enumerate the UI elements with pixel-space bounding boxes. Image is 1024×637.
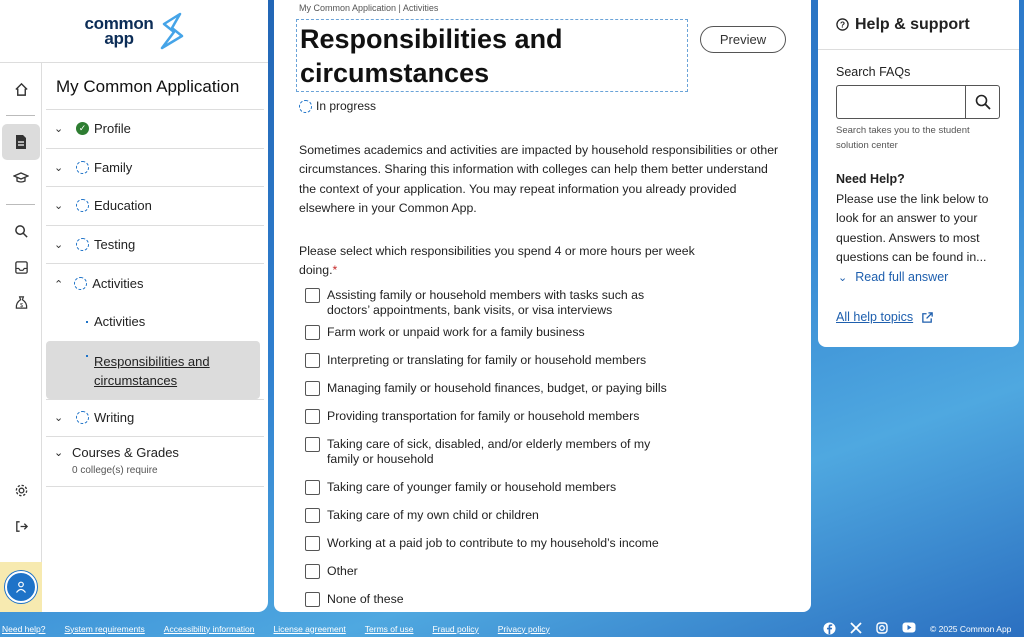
nav-item-label: Writing xyxy=(94,410,135,426)
logo-mark-icon xyxy=(158,12,184,50)
help-title: Help & support xyxy=(855,15,970,33)
help-header xyxy=(818,0,1019,50)
nav-subitem-label: Activities xyxy=(94,314,146,329)
search-hint: Search takes you to the student solution center xyxy=(836,125,970,151)
preview-button[interactable]: Preview xyxy=(700,26,786,53)
faq-search xyxy=(836,85,1000,119)
option-label: Managing family or household finances, budget, or paying bills xyxy=(327,381,667,395)
option-label: Taking care of my own child or children xyxy=(327,508,539,522)
required-marker: * xyxy=(332,263,338,277)
logo-text-line1: common xyxy=(84,14,154,33)
chevron-down-icon: ⌄ xyxy=(54,447,64,459)
read-full-answer-link[interactable] xyxy=(838,270,948,284)
footer-link-accessibility[interactable]: Accessibility information xyxy=(163,623,255,634)
in-progress-icon xyxy=(299,100,312,113)
application-doc-icon[interactable] xyxy=(2,124,40,160)
svg-text:$: $ xyxy=(19,302,23,309)
checkbox[interactable] xyxy=(305,381,320,396)
responsibilities-options xyxy=(305,288,725,607)
chevron-up-icon: ⌄ xyxy=(54,276,64,289)
nav-item-family[interactable] xyxy=(46,149,264,188)
courses-note: 0 college(s) require xyxy=(72,465,158,476)
option-label: Assisting family or household members with tasks such as doctors’ appointments, bank visits, or visa interviews xyxy=(327,288,645,317)
nav-item-label: Courses & Grades xyxy=(72,445,179,460)
graduation-cap-icon[interactable] xyxy=(2,160,40,196)
nav-item-education[interactable] xyxy=(46,187,264,226)
footer-link-system-requirements[interactable]: System requirements xyxy=(64,623,145,634)
option-assisting-family[interactable] xyxy=(305,288,725,318)
status-indicator xyxy=(299,99,376,113)
in-progress-icon xyxy=(74,277,87,290)
in-progress-icon xyxy=(86,355,88,357)
option-label: Interpreting or translating for family or household members xyxy=(327,353,647,367)
logo-text-line2: app xyxy=(104,29,134,48)
option-managing-finances[interactable] xyxy=(305,381,725,396)
external-link-icon xyxy=(921,311,934,324)
search-icon xyxy=(975,94,991,110)
checkbox[interactable] xyxy=(305,480,320,495)
chevron-down-icon: ⌄ xyxy=(54,123,64,136)
footer-link-privacy[interactable]: Privacy policy xyxy=(497,623,550,634)
user-icon xyxy=(5,571,37,603)
option-interpreting[interactable] xyxy=(305,353,725,368)
checkbox[interactable] xyxy=(305,353,320,368)
nav-item-label: Testing xyxy=(94,236,136,252)
home-icon[interactable] xyxy=(2,71,40,107)
checkbox[interactable] xyxy=(305,409,320,424)
need-help-title: Need Help? xyxy=(836,172,905,186)
inbox-icon[interactable] xyxy=(2,249,40,285)
checkbox[interactable] xyxy=(305,592,320,607)
in-progress-icon xyxy=(76,238,89,251)
nav-item-activities[interactable] xyxy=(46,264,264,303)
nav-subitem-label: Responsibilities and circumstances xyxy=(94,353,210,388)
option-label: Other xyxy=(327,564,358,578)
footer xyxy=(0,620,1024,637)
sign-out-icon[interactable] xyxy=(2,508,40,544)
checkbox[interactable] xyxy=(305,288,320,303)
footer-link-need-help[interactable]: Need help? xyxy=(2,623,46,634)
page-title-container xyxy=(296,19,688,92)
option-farm-work[interactable] xyxy=(305,325,725,340)
question-label xyxy=(299,242,699,280)
in-progress-icon xyxy=(76,199,89,212)
question-circle-icon xyxy=(836,18,849,31)
option-caring-sick-elderly[interactable] xyxy=(305,437,725,467)
chevron-down-icon: ⌄ xyxy=(838,271,848,284)
chevron-down-icon: ⌄ xyxy=(54,161,64,174)
option-transportation[interactable] xyxy=(305,409,725,424)
option-none[interactable] xyxy=(305,592,725,607)
faq-search-input[interactable] xyxy=(837,86,965,118)
question-text: Please select which responsibilities you spend 4 or more hours per week doing. xyxy=(299,244,695,277)
option-label: None of these xyxy=(327,592,404,606)
user-avatar[interactable] xyxy=(0,562,42,612)
search-faqs-label: Search FAQs xyxy=(836,65,911,79)
option-own-children[interactable] xyxy=(305,508,725,523)
all-help-topics-link[interactable] xyxy=(836,310,934,324)
nav-item-label: Activities xyxy=(92,275,144,291)
check-circle-icon: ✓ xyxy=(76,122,89,135)
chevron-down-icon: ⌄ xyxy=(54,200,64,213)
page-title: Responsibilities and circumstances xyxy=(300,24,563,88)
svg-text:?: ? xyxy=(839,19,846,30)
footer-link-terms[interactable]: Terms of use xyxy=(364,623,414,634)
nav-item-writing[interactable] xyxy=(46,399,264,438)
intro-text: Sometimes academics and activities are impacted by household responsibilities or other circumstances. Sharing this information with colleges can help them better understand the context of your application. You may repeat information you already provided elsewhere in your Common App. xyxy=(299,143,779,215)
checkbox[interactable] xyxy=(305,437,320,452)
need-help-text: Please use the link below to look for an answer to your question. Answers to most questions can be found in... xyxy=(836,192,989,264)
left-panel xyxy=(0,0,268,612)
option-label: Taking care of younger family or household members xyxy=(327,480,617,494)
all-help-topics-label: All help topics xyxy=(836,310,914,324)
nav-item-label: Education xyxy=(94,198,152,214)
common-app-logo[interactable] xyxy=(0,0,268,63)
copyright: © 2025 Common App xyxy=(930,624,1012,634)
checkbox[interactable] xyxy=(305,325,320,340)
checkbox[interactable] xyxy=(305,508,320,523)
facebook-icon[interactable] xyxy=(823,622,836,635)
footer-link-license[interactable]: License agreement xyxy=(273,623,346,634)
x-twitter-icon[interactable] xyxy=(850,622,862,634)
option-label: Farm work or unpaid work for a family business xyxy=(327,325,585,339)
nav-item-testing[interactable] xyxy=(46,226,264,265)
in-progress-icon xyxy=(86,321,88,323)
option-label: Taking care of sick, disabled, and/or elderly members of my family or household xyxy=(327,437,651,466)
icon-rail xyxy=(0,63,42,612)
chevron-down-icon: ⌄ xyxy=(54,412,64,425)
breadcrumb: My Common Application | Activities xyxy=(299,3,439,13)
in-progress-icon xyxy=(76,411,89,424)
nav-item-label: Profile xyxy=(94,121,131,137)
instagram-icon[interactable] xyxy=(876,622,888,634)
help-panel xyxy=(818,0,1019,347)
option-other[interactable] xyxy=(305,564,725,579)
application-nav xyxy=(46,63,264,487)
nav-item-courses-grades[interactable] xyxy=(46,437,264,487)
nav-subitem-responsibilities[interactable] xyxy=(46,341,260,399)
checkbox[interactable] xyxy=(305,564,320,579)
search-icon[interactable] xyxy=(2,213,40,249)
option-caring-younger[interactable] xyxy=(305,480,725,495)
nav-item-profile[interactable] xyxy=(46,110,264,149)
nav-subitem-activities[interactable] xyxy=(46,303,264,341)
settings-gear-icon[interactable] xyxy=(2,472,40,508)
option-label: Providing transportation for family or household members xyxy=(327,409,640,423)
checkbox[interactable] xyxy=(305,536,320,551)
main-content xyxy=(274,0,811,612)
in-progress-icon xyxy=(76,161,89,174)
social-links xyxy=(823,622,916,635)
option-label: Working at a paid job to contribute to my household’s income xyxy=(327,536,659,550)
footer-link-fraud[interactable]: Fraud policy xyxy=(432,623,479,634)
youtube-icon[interactable] xyxy=(902,622,916,633)
money-bag-icon[interactable] xyxy=(2,285,40,321)
chevron-down-icon: ⌄ xyxy=(54,238,64,251)
nav-title: My Common Application xyxy=(46,63,264,110)
status-label: In progress xyxy=(316,99,377,113)
nav-item-label: Family xyxy=(94,159,133,175)
option-paid-job[interactable] xyxy=(305,536,725,551)
faq-search-button[interactable] xyxy=(965,86,999,118)
read-full-answer-label: Read full answer xyxy=(855,270,949,284)
